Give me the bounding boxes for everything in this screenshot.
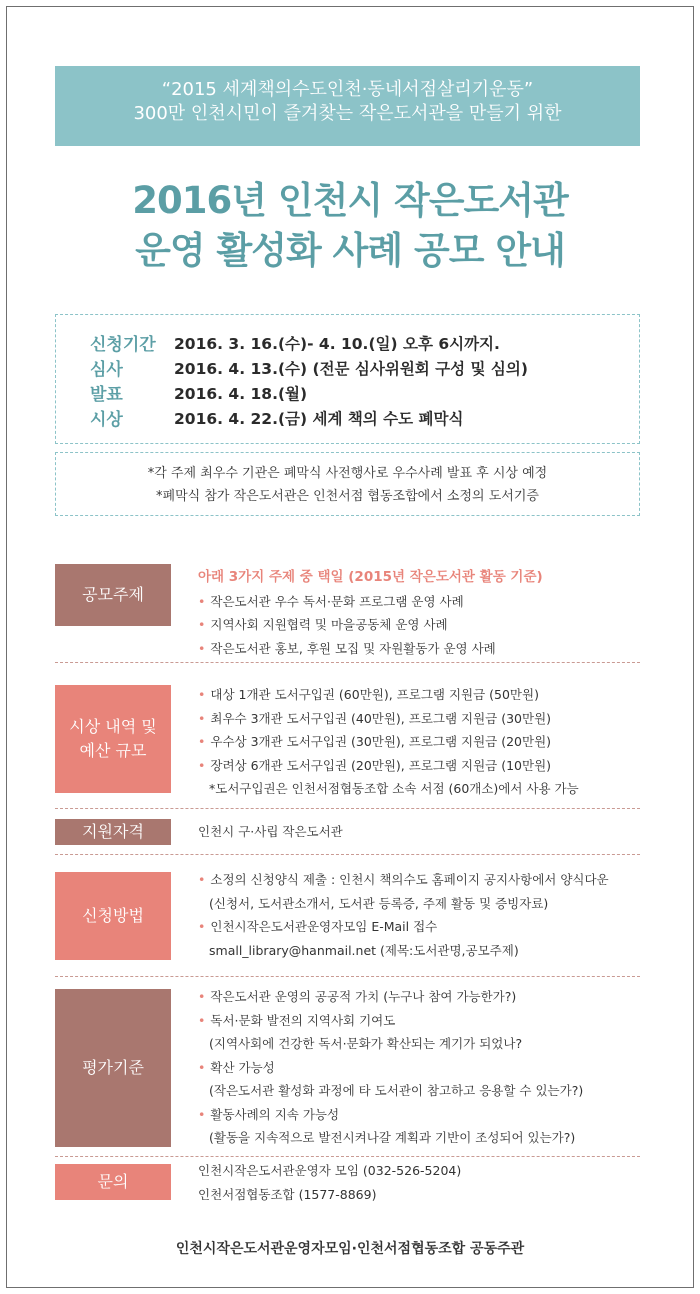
schedule-label: 발표 (90, 385, 123, 405)
theme-item: • 작은도서관 우수 독서·문화 프로그램 운영 사례 (198, 590, 543, 614)
theme-label: 공모주제 (55, 564, 171, 626)
award-section (55, 663, 640, 809)
note-line: *각 주제 최우수 기관은 폐막식 사전행사로 우수사례 발표 후 시상 예정 (147, 466, 548, 481)
criteria-label: 평가기준 (55, 989, 171, 1147)
theme-item: • 작은도서관 홍보, 후원 모집 및 자원활동가 운영 사례 (198, 637, 543, 661)
schedule-value: 2016. 3. 16.(수)- 4. 10.(일) 오후 6시까지. (174, 334, 500, 353)
method-label: 신청방법 (55, 872, 171, 960)
contact-line: 인천시작은도서관운영자 모임 (032-526-5204) (198, 1163, 462, 1178)
award-item: • 최우수 3개관 도서구입권 (40만원), 프로그램 지원금 (30만원) (198, 707, 579, 731)
schedule-label: 시상 (90, 410, 123, 430)
criteria-detail: (활동을 지속적으로 발전시켜나갈 계획과 기반이 조성되어 있는가?) (209, 1130, 576, 1145)
method-detail: (신청서, 도서관소개서, 도서관 등록증, 주제 활동 및 증빙자료) (209, 895, 549, 911)
method-content (198, 868, 609, 962)
criteria-content (198, 985, 583, 1150)
award-item: • 장려상 6개관 도서구입권 (20만원), 프로그램 지원금 (10만원) (198, 754, 579, 778)
schedule-row (56, 405, 639, 430)
theme-content (198, 566, 543, 660)
schedule-box (55, 314, 640, 444)
award-item: • 대상 1개관 도서구입권 (60만원), 프로그램 지원금 (50만원) (198, 683, 579, 707)
eligibility-text: 인천시 구·사립 작은도서관 (198, 824, 343, 839)
theme-section (55, 555, 640, 663)
schedule-value: 2016. 4. 18.(월) (174, 384, 308, 403)
schedule-row (56, 380, 639, 405)
banner-line-2: 300만 인천시민이 즐겨찾는 작은도서관을 만들기 위한 (133, 103, 562, 124)
eligibility-section (55, 809, 640, 855)
banner-line-1: “2015 세계책의수도인천·동네서점살리기운동” (161, 79, 534, 100)
contact-label: 문의 (55, 1164, 171, 1200)
contact-section (55, 1157, 640, 1207)
criteria-detail: (작은도서관 활성화 과정에 타 도서관이 참고하고 응용할 수 있는가?) (209, 1083, 584, 1098)
contact-line: 인천서점협동조합 (1577-8869) (198, 1186, 377, 1202)
notes-box (55, 452, 640, 516)
award-label (55, 685, 171, 793)
criteria-item: • 작은도서관 운영의 공공적 가치 (누구나 참여 가능한가?) (198, 985, 583, 1009)
method-email: small_library@hanmail.net (제목:도서관명,공모주제) (209, 942, 519, 958)
schedule-row (56, 330, 639, 355)
criteria-item: • 확산 가능성 (198, 1056, 583, 1080)
award-label-line-2: 예산 규모 (79, 741, 147, 760)
theme-heading: 아래 3가지 주제 중 택일 (2015년 작은도서관 활동 기준) (198, 569, 543, 585)
criteria-section (55, 977, 640, 1157)
method-item: • 소정의 신청양식 제출 : 인천시 책의수도 홈페이지 공지사항에서 양식다운 (198, 868, 609, 892)
schedule-label: 심사 (90, 360, 123, 380)
schedule-label: 신청기간 (90, 335, 156, 355)
award-note: *도서구입권은 인천서점협동조합 소속 서점 (60개소)에서 사용 가능 (209, 781, 579, 796)
eligibility-label: 지원자격 (55, 819, 171, 845)
award-content (198, 683, 579, 801)
title-line-2: 운영 활성화 사례 공모 안내 (135, 229, 565, 272)
method-section (55, 855, 640, 977)
method-item: • 인천시작은도서관운영자모임 E-Mail 접수 (198, 915, 609, 939)
schedule-row (56, 355, 639, 380)
theme-item: • 지역사회 지원협력 및 마을공동체 운영 사례 (198, 613, 543, 637)
award-label-line-1: 시상 내역 및 (69, 717, 157, 736)
organizer-footer: 인천시작은도서관운영자모임·인천서점협동조합 공동주관 (175, 1241, 525, 1257)
header-banner (55, 66, 640, 146)
criteria-item: • 활동사례의 지속 가능성 (198, 1103, 583, 1127)
contact-content (198, 1159, 461, 1206)
award-item: • 우수상 3개관 도서구입권 (30만원), 프로그램 지원금 (20만원) (198, 730, 579, 754)
schedule-value: 2016. 4. 13.(수) (전문 심사위원회 구성 및 심의) (174, 359, 528, 378)
schedule-value: 2016. 4. 22.(금) 세계 책의 수도 폐막식 (174, 409, 464, 428)
note-line: *폐막식 참가 작은도서관은 인천서점 협동조합에서 소정의 도서기증 (156, 489, 539, 504)
title-line-1: 2016년 인천시 작은도서관 (132, 179, 568, 222)
eligibility-content (198, 820, 343, 844)
criteria-detail: (지역사회에 건강한 독서·문화가 확산되는 계기가 되었나? (209, 1036, 523, 1051)
criteria-item: • 독서·문화 발전의 지역사회 기여도 (198, 1009, 583, 1033)
page-title (0, 176, 700, 276)
